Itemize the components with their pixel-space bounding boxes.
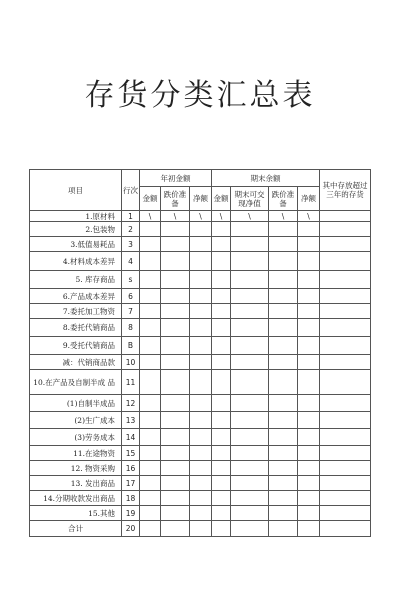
cell-opening-net — [190, 289, 212, 304]
row-seq: 8 — [122, 319, 140, 337]
cell-closing-net — [298, 319, 320, 337]
cell-closing-net — [298, 521, 320, 537]
table-row — [30, 429, 371, 446]
cell-over-three-years — [320, 222, 371, 237]
cell-closing-amount — [212, 319, 231, 337]
cell-opening-amount — [140, 237, 161, 252]
row-seq: 11 — [122, 370, 140, 395]
cell-opening-amount — [140, 491, 161, 506]
cell-closing-reserve — [269, 521, 298, 537]
header-closing: 期末余额 — [212, 170, 320, 187]
header-row-1 — [30, 170, 371, 187]
cell-over-three-years — [320, 271, 371, 289]
cell-closing-net — [298, 237, 320, 252]
table-row — [30, 506, 371, 521]
cell-opening-reserve — [161, 491, 190, 506]
row-item-name: 7.委托加工物资 — [30, 304, 122, 319]
cell-opening-net — [190, 476, 212, 491]
cell-opening-reserve — [161, 304, 190, 319]
cell-over-three-years — [320, 491, 371, 506]
cell-over-three-years — [320, 211, 371, 222]
row-item-name: 12. 物资采购 — [30, 461, 122, 476]
row-seq: 13 — [122, 412, 140, 429]
cell-opening-reserve — [161, 222, 190, 237]
cell-closing-reserve — [269, 429, 298, 446]
row-seq: 16 — [122, 461, 140, 476]
header-closing-net: 净额 — [298, 187, 320, 211]
cell-opening-amount — [140, 271, 161, 289]
cell-opening-reserve — [161, 446, 190, 461]
row-seq: 4 — [122, 252, 140, 271]
cell-closing-amount — [212, 289, 231, 304]
cell-closing-reserve: \ — [269, 211, 298, 222]
cell-realizable-value: \ — [231, 211, 269, 222]
cell-over-three-years — [320, 429, 371, 446]
row-seq: s — [122, 271, 140, 289]
cell-closing-net — [298, 370, 320, 395]
table-row — [30, 319, 371, 337]
cell-opening-net — [190, 461, 212, 476]
cell-opening-amount — [140, 461, 161, 476]
cell-closing-net — [298, 461, 320, 476]
cell-realizable-value — [231, 491, 269, 506]
cell-closing-reserve — [269, 319, 298, 337]
cell-opening-net — [190, 355, 212, 370]
cell-over-three-years — [320, 446, 371, 461]
header-opening-reserve: 跌价准备 — [161, 187, 190, 211]
cell-opening-amount — [140, 395, 161, 412]
row-item-name: (1)自制半成品 — [30, 395, 122, 412]
table-row — [30, 211, 371, 222]
cell-closing-net — [298, 289, 320, 304]
cell-opening-net — [190, 237, 212, 252]
cell-opening-net — [190, 271, 212, 289]
cell-closing-amount — [212, 337, 231, 355]
cell-realizable-value — [231, 446, 269, 461]
cell-over-three-years — [320, 370, 371, 395]
cell-closing-reserve — [269, 271, 298, 289]
cell-opening-reserve — [161, 476, 190, 491]
cell-opening-reserve — [161, 506, 190, 521]
cell-closing-net — [298, 271, 320, 289]
row-item-name: 15.其他 — [30, 506, 122, 521]
cell-opening-amount — [140, 412, 161, 429]
row-item-name: 10.在产品及自制半成 品 — [30, 370, 122, 395]
cell-closing-amount — [212, 237, 231, 252]
cell-closing-amount — [212, 412, 231, 429]
cell-closing-net — [298, 355, 320, 370]
cell-closing-reserve — [269, 289, 298, 304]
cell-realizable-value — [231, 319, 269, 337]
cell-over-three-years — [320, 521, 371, 537]
cell-closing-reserve — [269, 476, 298, 491]
cell-closing-amount — [212, 521, 231, 537]
cell-over-three-years — [320, 237, 371, 252]
cell-closing-reserve — [269, 461, 298, 476]
cell-opening-net — [190, 222, 212, 237]
cell-opening-net — [190, 337, 212, 355]
row-item-name: 13. 发出商品 — [30, 476, 122, 491]
inventory-summary-table — [29, 169, 371, 537]
cell-realizable-value — [231, 252, 269, 271]
row-seq: B — [122, 337, 140, 355]
table-row — [30, 521, 371, 537]
cell-closing-reserve — [269, 237, 298, 252]
cell-opening-net — [190, 395, 212, 412]
cell-opening-net — [190, 370, 212, 395]
row-seq: 7 — [122, 304, 140, 319]
table-row — [30, 304, 371, 319]
row-item-name: 合计 — [30, 521, 122, 537]
cell-closing-reserve — [269, 506, 298, 521]
table-row — [30, 491, 371, 506]
cell-over-three-years — [320, 395, 371, 412]
cell-opening-amount — [140, 429, 161, 446]
row-seq: 20 — [122, 521, 140, 537]
cell-realizable-value — [231, 429, 269, 446]
cell-closing-reserve — [269, 370, 298, 395]
cell-opening-net — [190, 506, 212, 521]
table-row — [30, 476, 371, 491]
cell-opening-net — [190, 521, 212, 537]
cell-opening-net — [190, 319, 212, 337]
page-title: 存货分类汇总表 — [84, 78, 316, 113]
cell-closing-net — [298, 252, 320, 271]
cell-closing-reserve — [269, 252, 298, 271]
cell-closing-amount — [212, 429, 231, 446]
cell-opening-reserve — [161, 289, 190, 304]
row-item-name: 3.低值易耗品 — [30, 237, 122, 252]
row-seq: 18 — [122, 491, 140, 506]
row-seq: 15 — [122, 446, 140, 461]
row-item-name: 1.原材料 — [30, 211, 122, 222]
cell-closing-reserve — [269, 446, 298, 461]
row-seq: 14 — [122, 429, 140, 446]
row-seq: 10 — [122, 355, 140, 370]
cell-realizable-value — [231, 337, 269, 355]
cell-closing-amount — [212, 355, 231, 370]
table-row — [30, 461, 371, 476]
cell-over-three-years — [320, 289, 371, 304]
cell-opening-reserve — [161, 395, 190, 412]
cell-realizable-value — [231, 355, 269, 370]
cell-opening-amount — [140, 355, 161, 370]
cell-closing-reserve — [269, 304, 298, 319]
cell-opening-amount — [140, 252, 161, 271]
cell-realizable-value — [231, 476, 269, 491]
table-row — [30, 271, 371, 289]
row-item-name: 9.受托代销商品 — [30, 337, 122, 355]
cell-closing-net: \ — [298, 211, 320, 222]
cell-closing-net — [298, 476, 320, 491]
cell-opening-net — [190, 491, 212, 506]
row-seq: 2 — [122, 222, 140, 237]
table-row — [30, 222, 371, 237]
cell-over-three-years — [320, 355, 371, 370]
cell-over-three-years — [320, 476, 371, 491]
row-seq: 12 — [122, 395, 140, 412]
cell-closing-net — [298, 222, 320, 237]
cell-closing-net — [298, 395, 320, 412]
cell-realizable-value — [231, 395, 269, 412]
cell-realizable-value — [231, 304, 269, 319]
cell-closing-net — [298, 412, 320, 429]
row-seq: 17 — [122, 476, 140, 491]
header-realizable-value: 期末可交现净值 — [231, 187, 269, 211]
cell-opening-amount — [140, 289, 161, 304]
cell-realizable-value — [231, 370, 269, 395]
cell-opening-amount — [140, 446, 161, 461]
cell-opening-net — [190, 429, 212, 446]
cell-realizable-value — [231, 222, 269, 237]
cell-closing-amount — [212, 222, 231, 237]
cell-opening-reserve — [161, 237, 190, 252]
cell-closing-amount — [212, 476, 231, 491]
row-seq: 19 — [122, 506, 140, 521]
cell-realizable-value — [231, 237, 269, 252]
cell-over-three-years — [320, 252, 371, 271]
header-opening-amount: 金额 — [140, 187, 161, 211]
cell-opening-reserve — [161, 355, 190, 370]
cell-opening-reserve — [161, 337, 190, 355]
table-row — [30, 252, 371, 271]
cell-opening-amount — [140, 337, 161, 355]
cell-opening-amount: \ — [140, 211, 161, 222]
row-item-name: 4.材料成本差异 — [30, 252, 122, 271]
cell-closing-amount: \ — [212, 211, 231, 222]
cell-closing-amount — [212, 446, 231, 461]
header-item: 项目 — [30, 170, 122, 211]
cell-opening-reserve: \ — [161, 211, 190, 222]
table-row — [30, 446, 371, 461]
cell-closing-net — [298, 506, 320, 521]
cell-closing-net — [298, 429, 320, 446]
row-item-name: 2.包装物 — [30, 222, 122, 237]
cell-opening-net — [190, 304, 212, 319]
cell-closing-reserve — [269, 491, 298, 506]
row-seq: 1 — [122, 211, 140, 222]
table-row — [30, 237, 371, 252]
cell-closing-net — [298, 491, 320, 506]
cell-realizable-value — [231, 271, 269, 289]
cell-closing-amount — [212, 370, 231, 395]
cell-over-three-years — [320, 506, 371, 521]
header-seq: 行次 — [122, 170, 140, 211]
cell-opening-reserve — [161, 271, 190, 289]
row-item-name: 6.产品成本差异 — [30, 289, 122, 304]
cell-closing-reserve — [269, 337, 298, 355]
table-row — [30, 412, 371, 429]
table-row — [30, 370, 371, 395]
cell-opening-reserve — [161, 461, 190, 476]
cell-closing-reserve — [269, 222, 298, 237]
row-item-name: 减：代销商品款 — [30, 355, 122, 370]
cell-opening-reserve — [161, 429, 190, 446]
cell-closing-amount — [212, 252, 231, 271]
cell-closing-net — [298, 337, 320, 355]
cell-opening-reserve — [161, 412, 190, 429]
header-closing-reserve: 跌价准备 — [269, 187, 298, 211]
table-row — [30, 355, 371, 370]
cell-closing-amount — [212, 506, 231, 521]
cell-closing-net — [298, 304, 320, 319]
cell-opening-amount — [140, 319, 161, 337]
row-item-name: 14.分期收款发出商品 — [30, 491, 122, 506]
cell-over-three-years — [320, 412, 371, 429]
cell-opening-reserve — [161, 319, 190, 337]
cell-opening-net — [190, 252, 212, 271]
cell-over-three-years — [320, 304, 371, 319]
cell-opening-reserve — [161, 370, 190, 395]
cell-realizable-value — [231, 461, 269, 476]
cell-closing-amount — [212, 461, 231, 476]
cell-closing-amount — [212, 491, 231, 506]
cell-closing-net — [298, 446, 320, 461]
row-item-name: (2)生广成本 — [30, 412, 122, 429]
header-over-three-years: 其中存放超过三年的存货 — [320, 170, 371, 211]
cell-realizable-value — [231, 289, 269, 304]
cell-closing-reserve — [269, 395, 298, 412]
row-item-name: 5. 库存商品 — [30, 271, 122, 289]
cell-opening-amount — [140, 506, 161, 521]
row-item-name: (3)劳务成本 — [30, 429, 122, 446]
cell-realizable-value — [231, 521, 269, 537]
cell-closing-reserve — [269, 412, 298, 429]
row-item-name: 8.委托代销商品 — [30, 319, 122, 337]
cell-opening-amount — [140, 476, 161, 491]
cell-opening-reserve — [161, 521, 190, 537]
cell-opening-reserve — [161, 252, 190, 271]
cell-over-three-years — [320, 337, 371, 355]
cell-opening-amount — [140, 521, 161, 537]
table-row — [30, 395, 371, 412]
row-item-name: 11.在途物资 — [30, 446, 122, 461]
cell-over-three-years — [320, 319, 371, 337]
cell-opening-amount — [140, 370, 161, 395]
table-row — [30, 289, 371, 304]
row-seq: 3 — [122, 237, 140, 252]
cell-opening-amount — [140, 304, 161, 319]
cell-opening-net: \ — [190, 211, 212, 222]
table-row — [30, 337, 371, 355]
cell-opening-amount — [140, 222, 161, 237]
header-opening-net: 净额 — [190, 187, 212, 211]
row-seq: 6 — [122, 289, 140, 304]
cell-over-three-years — [320, 461, 371, 476]
cell-closing-amount — [212, 395, 231, 412]
cell-realizable-value — [231, 412, 269, 429]
header-closing-amount: 金额 — [212, 187, 231, 211]
cell-closing-amount — [212, 304, 231, 319]
cell-closing-reserve — [269, 355, 298, 370]
cell-opening-net — [190, 412, 212, 429]
cell-closing-amount — [212, 271, 231, 289]
cell-opening-net — [190, 446, 212, 461]
header-opening: 年初金额 — [140, 170, 212, 187]
cell-realizable-value — [231, 506, 269, 521]
